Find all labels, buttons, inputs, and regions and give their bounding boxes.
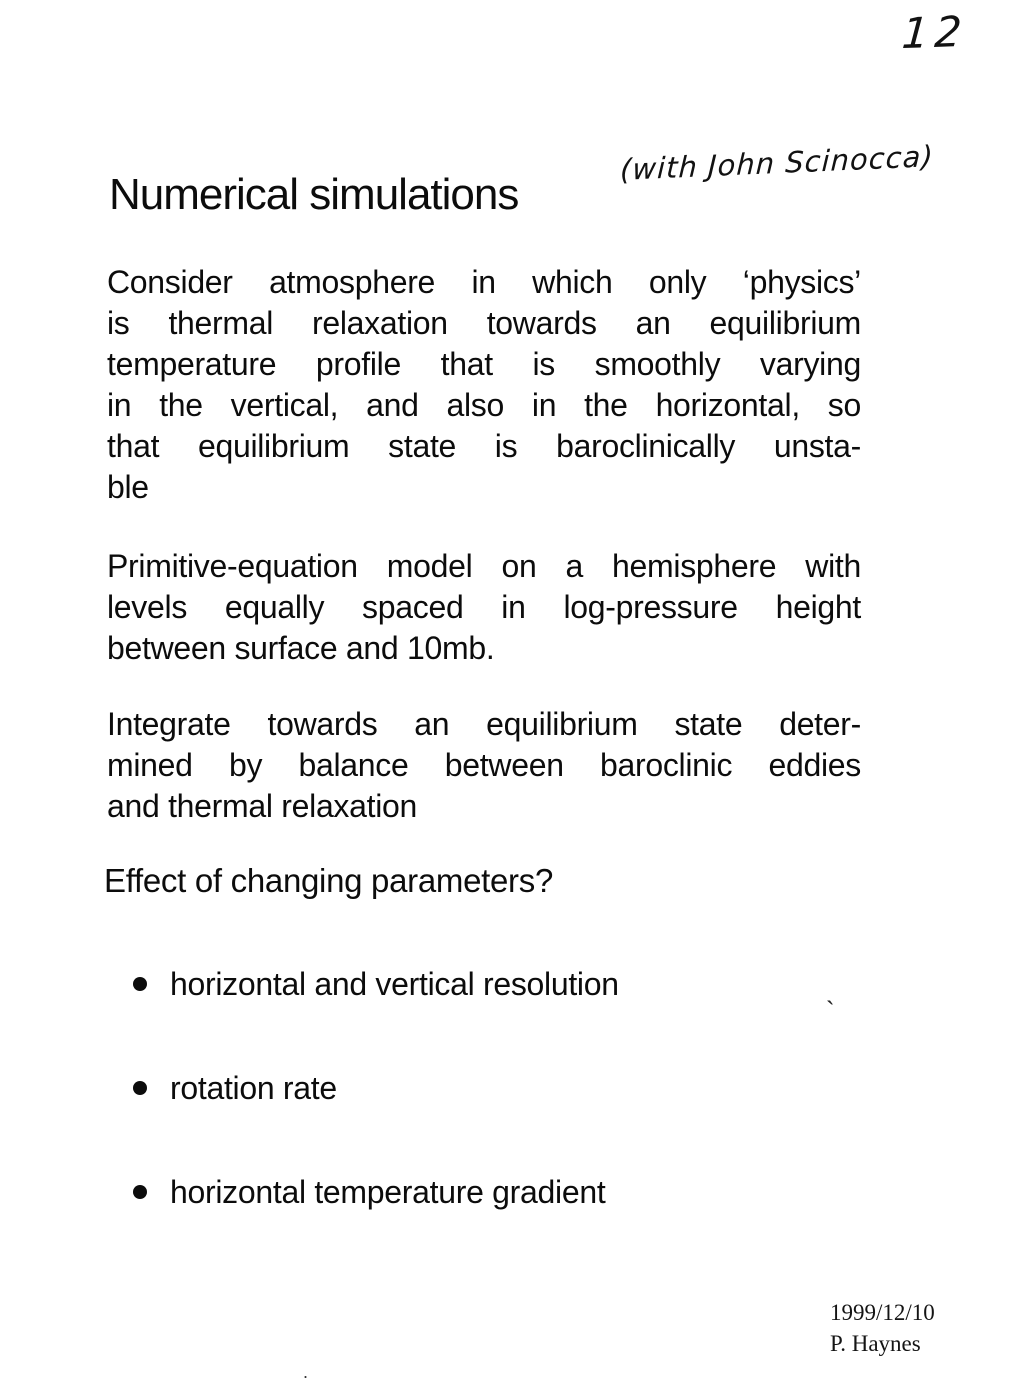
footer-date: 1999/12/10 — [830, 1300, 935, 1325]
list-item — [133, 964, 893, 1005]
footer — [830, 1297, 935, 1359]
paragraph-line: and thermal relaxation — [107, 788, 418, 824]
paragraph-line: Integrate towards an equilibrium state deter- — [107, 706, 861, 742]
paragraph-line: Primitive-equation model on a hemisphere with — [107, 548, 861, 584]
bullet-icon — [133, 1081, 147, 1095]
handwritten-annotation: (with John Scinocca) — [619, 139, 935, 187]
paragraph-line: Consider atmosphere in which only ‘physics’ — [107, 264, 861, 300]
footer-author: P. Haynes — [830, 1331, 921, 1356]
paragraph-line: temperature profile that is smoothly varying — [107, 346, 861, 382]
list-item — [133, 1068, 893, 1109]
scan-artifact: . — [303, 1362, 309, 1382]
list-item — [133, 1172, 893, 1213]
paragraph-line: in the vertical, and also in the horizontal, so — [107, 387, 861, 423]
page-number: 12 — [900, 6, 970, 59]
bullet-label: horizontal temperature gradient — [170, 1174, 606, 1210]
bullet-icon — [133, 1185, 147, 1199]
paragraph-line: ble — [107, 469, 149, 505]
bullet-list — [133, 964, 893, 1276]
paragraph-line: levels equally spaced in log-pressure height — [107, 589, 861, 625]
paragraph-line: that equilibrium state is baroclinically unsta- — [107, 428, 861, 464]
question-text: Effect of changing parameters? — [104, 862, 554, 899]
paragraph-line: is thermal relaxation towards an equilibrium — [107, 305, 861, 341]
paragraph-primitive-equation — [107, 546, 861, 669]
bullet-label: rotation rate — [170, 1070, 337, 1106]
paragraph-line: between surface and 10mb. — [107, 630, 495, 666]
paragraph-line: mined by balance between baroclinic eddies — [107, 747, 861, 783]
scan-artifact: ` — [826, 996, 835, 1026]
bullet-icon — [133, 977, 147, 991]
paragraph-consider-atmosphere — [107, 262, 861, 508]
bullet-label: horizontal and vertical resolution — [170, 966, 619, 1002]
page-title: Numerical simulations — [109, 170, 519, 219]
paragraph-integrate — [107, 704, 861, 827]
